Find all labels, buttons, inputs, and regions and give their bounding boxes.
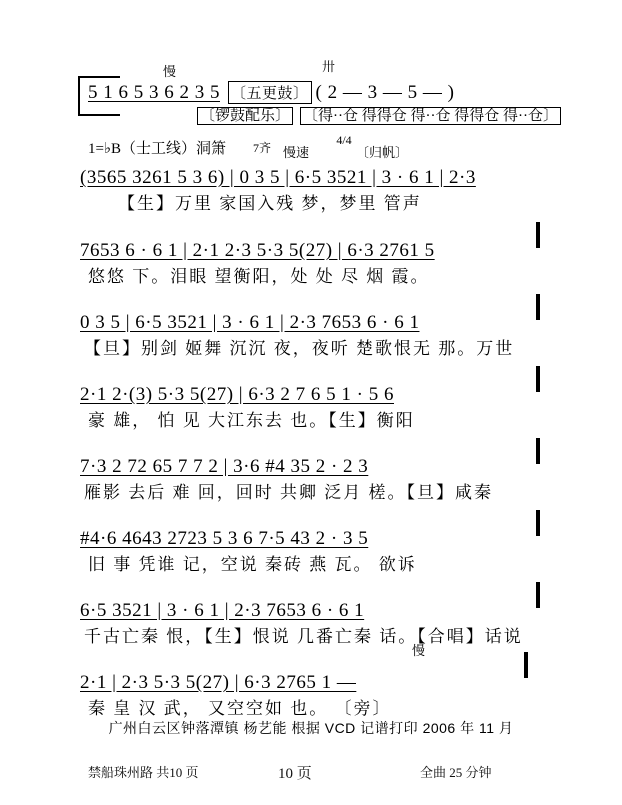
system-4-endbar — [536, 366, 540, 392]
system-3-endbar — [536, 294, 540, 320]
system-6 — [0, 516, 622, 576]
gong-text: 〔得··仓 得得仓 得··仓 得得仓 得··仓〕 — [300, 107, 561, 125]
system-6-notes: #4·6 4643 2723 5 3 6 7·5 43 2 · 3 5 — [80, 528, 369, 549]
page-number: 10 页 — [278, 766, 312, 782]
system-2 — [0, 228, 622, 288]
tempo-mark-final: 慢 — [412, 643, 426, 658]
system-7-lyrics: 千古亡秦 恨，【生】恨说 几番亡秦 话。【合唱】话说 — [84, 627, 523, 646]
duration-note: 全曲 25 分钟 — [420, 765, 492, 780]
intro-tail: ( 2 — 3 — 5 — ) — [315, 82, 455, 103]
meter — [335, 135, 353, 146]
system-5-endbar — [536, 438, 540, 464]
qi-mark: 7齐 — [253, 141, 272, 155]
system-4 — [0, 372, 622, 432]
system-6-endbar — [536, 510, 540, 536]
system-5 — [0, 444, 622, 504]
intro-notes-text: 5 1 6 5 3 6 2 3 5 — [88, 82, 220, 103]
intro-notes — [88, 70, 454, 104]
key-signature: 1=♭B（士工线）洞箫 — [88, 141, 227, 157]
percussion-row — [197, 104, 561, 125]
system-3 — [0, 300, 622, 360]
system-4-lyrics: 豪 雄， 怕 见 大江东去 也。【生】衡阳 — [88, 411, 415, 430]
system-7 — [0, 588, 622, 648]
system-8-endbar — [524, 652, 528, 678]
system-8-lyrics: 秦 皇 汉 武， 又空空如 也。 〔旁〕 — [88, 699, 392, 718]
tempo-fast: 慢速 — [283, 145, 310, 160]
system-4-notes: 2·1 2·(3) 5·3 5(27) | 6·3 2 7 6 5 1 · 5 6 — [80, 384, 394, 405]
system-8 — [0, 643, 622, 720]
tempo-mark-top: 慢 — [163, 64, 177, 79]
meter-label: 〔归帆〕 — [356, 145, 409, 160]
system-3-notes: 0 3 5 | 6·5 3521 | 3 · 6 1 | 2·3 7653 6 · 6 1 — [80, 312, 420, 333]
credit-line: 广州白云区钟落潭镇 杨艺能 根据 VCD 记谱打印 2006 年 11 月 — [108, 720, 514, 736]
system-8-notes: 2·1 | 2·3 5·3 5(27) | 6·3 2765 1 — — [80, 672, 357, 693]
system-7-notes: 6·5 3521 | 3 · 6 1 | 2·3 7653 6 · 6 1 — [80, 600, 365, 621]
system-1-notes: (3565 3261 5 3 6) | 0 3 5 | 6·5 3521 | 3 · 6 1 | 2·3 — [80, 167, 476, 188]
system-6-lyrics: 旧 事 凭谁 记，空说 秦砖 燕 瓦。 欲诉 — [88, 555, 417, 574]
system-2-endbar — [536, 222, 540, 248]
system-3-lyrics: 【旦】别剑 姬舞 沉沉 夜，夜听 楚歌恨无 那。万世 — [84, 339, 515, 358]
system-5-notes: 7·3 2 72 65 7 7 2 | 3·6 #4 35 2 · 2 3 — [80, 456, 369, 477]
system-7-endbar — [536, 582, 540, 608]
system-1 — [0, 155, 622, 215]
footer-left-note: 禁船珠州路 共10 页 — [88, 765, 199, 780]
percussion-label: 〔锣鼓配乐〕 — [197, 107, 293, 125]
intro-label: 〔五更鼓〕 — [228, 81, 312, 104]
system-2-lyrics: 悠悠 下。泪眼 望衡阳，处 处 尽 烟 霞。 — [88, 267, 430, 286]
system-2-notes: 7653 6 · 6 1 | 2·1 2·3 5·3 5(27) | 6·3 2761 5 — [80, 240, 435, 261]
meter-text: 4/4 — [336, 133, 352, 147]
system-1-lyrics: 【生】万里 家国入残 梦，梦里 管声 — [118, 194, 422, 213]
system-5-lyrics: 雁影 去后 难 回，回时 共卿 泛月 槎。【旦】咸秦 — [84, 483, 493, 502]
sa-mark: 卅 — [322, 59, 336, 74]
